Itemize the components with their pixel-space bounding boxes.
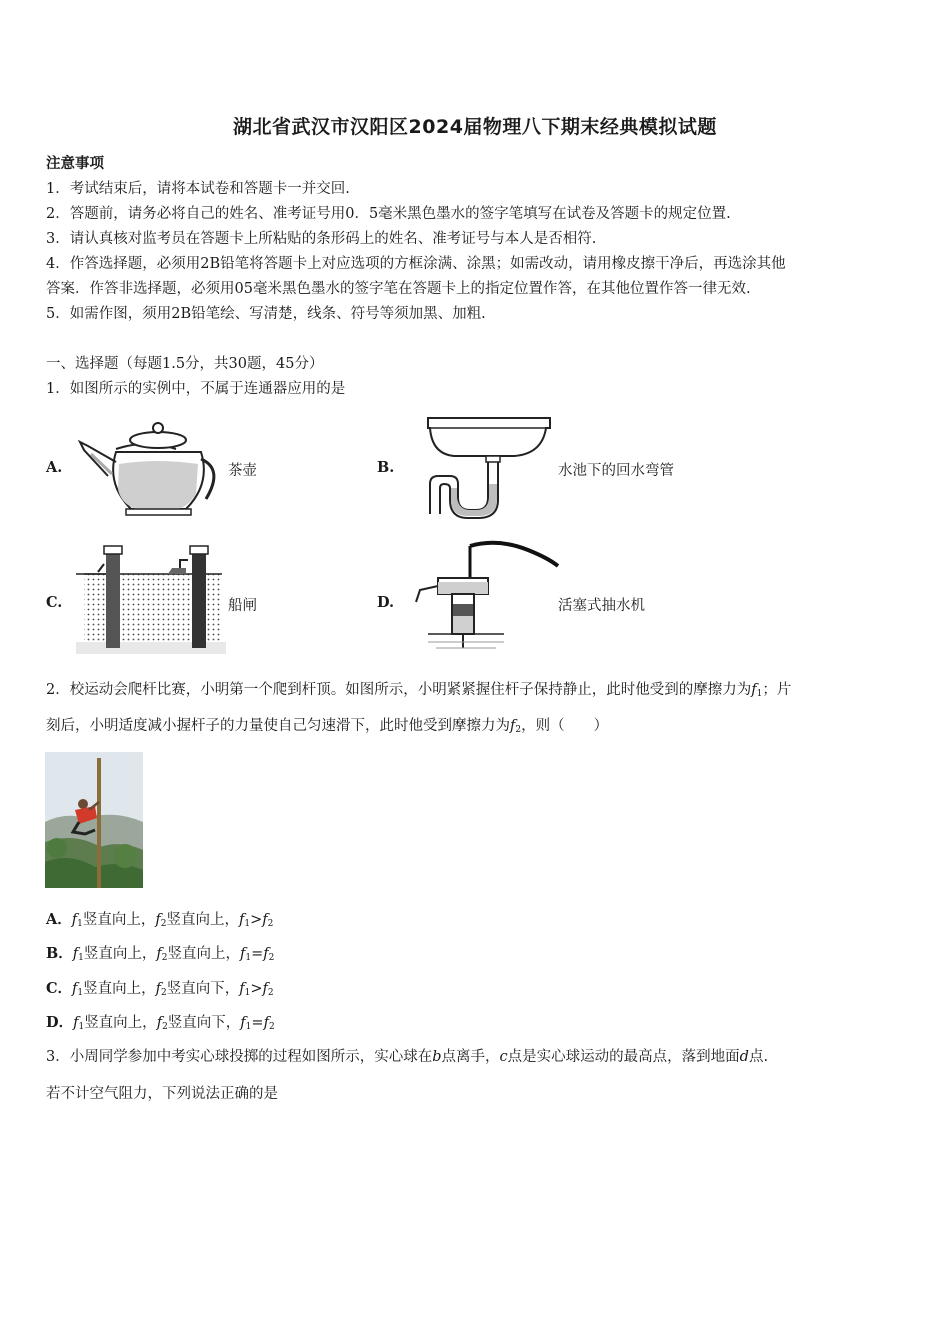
var-f: f bbox=[73, 1015, 79, 1031]
text: 竖直向下， bbox=[166, 981, 240, 997]
subscript: 1 bbox=[245, 953, 252, 963]
var-f: f bbox=[239, 981, 245, 997]
text: 刻后，小明适度减小握杆子的力量使自己匀速滑下，此时他受到摩擦力为 bbox=[46, 718, 510, 734]
option-d-letter: D. bbox=[377, 594, 395, 611]
var-f: f bbox=[263, 1015, 269, 1031]
subscript: 2 bbox=[268, 953, 275, 963]
sink-trap-figure bbox=[414, 414, 554, 520]
option-b-label: 水池下的回水弯管 bbox=[558, 463, 674, 479]
subscript: 1 bbox=[756, 689, 763, 699]
page-title: 湖北省武汉市汉阳区2024届物理八下期末经典模拟试题 bbox=[233, 116, 717, 138]
relation: > bbox=[250, 981, 263, 997]
text: ；片 bbox=[762, 682, 792, 698]
text: ，则（ ） bbox=[521, 718, 609, 734]
notice-item: 5．如需作图，须用2B铅笔绘、写清楚，线条、符号等须加黑、加粗. bbox=[46, 306, 486, 322]
text: 竖直向上， bbox=[167, 946, 240, 962]
subscript: 2 bbox=[161, 988, 167, 998]
subscript: 2 bbox=[161, 953, 168, 963]
var-f: f bbox=[751, 682, 757, 698]
subscript: 1 bbox=[78, 1022, 85, 1032]
subscript: 1 bbox=[78, 953, 84, 963]
subscript: 1 bbox=[77, 988, 84, 998]
var-f: f bbox=[156, 1015, 163, 1031]
var-f: f bbox=[72, 981, 78, 997]
var-f: f bbox=[239, 946, 246, 962]
var-f: f bbox=[262, 912, 268, 928]
subscript: 1 bbox=[77, 919, 83, 929]
var-c: c bbox=[499, 1049, 508, 1065]
var-f: f bbox=[263, 946, 269, 962]
text: 竖直向上， bbox=[84, 1015, 157, 1031]
option-d-label: 活塞式抽水机 bbox=[558, 598, 645, 614]
teapot-figure bbox=[76, 414, 226, 520]
var-f: f bbox=[71, 912, 78, 928]
ship-lock-figure bbox=[76, 542, 226, 654]
subscript: 1 bbox=[244, 988, 251, 998]
var-f: f bbox=[510, 718, 516, 734]
option-letter: D． bbox=[46, 1014, 74, 1031]
var-f: f bbox=[72, 946, 79, 962]
var-f: f bbox=[240, 1015, 246, 1031]
text: 点. bbox=[748, 1049, 769, 1065]
var-b: b bbox=[432, 1049, 442, 1065]
var-f: f bbox=[238, 912, 245, 928]
notice-item: 答案．作答非选择题，必须用05毫米黑色墨水的签字笔在答题卡上的指定位置作答，在其他位置作答一律无效. bbox=[46, 281, 751, 297]
text: 点离手， bbox=[441, 1049, 500, 1065]
option-letter: B． bbox=[46, 945, 73, 962]
text: 竖直向上， bbox=[83, 981, 156, 997]
var-d: d bbox=[739, 1049, 749, 1065]
var-f: f bbox=[156, 946, 162, 962]
piston-pump-figure bbox=[408, 538, 560, 656]
text: 3．小周同学参加中考实心球投掷的过程如图所示，实心球在 bbox=[46, 1049, 433, 1065]
subscript: 2 bbox=[162, 1022, 168, 1032]
var-f: f bbox=[155, 912, 161, 928]
subscript: 2 bbox=[268, 1022, 275, 1032]
subscript: 1 bbox=[245, 1022, 252, 1032]
subscript: 2 bbox=[267, 988, 274, 998]
option-c-label: 船闸 bbox=[228, 598, 257, 614]
question-2-line-2 bbox=[46, 714, 916, 735]
var-f: f bbox=[155, 981, 162, 997]
subscript: 2 bbox=[267, 919, 274, 929]
question-3-line-1 bbox=[46, 1045, 916, 1066]
relation: = bbox=[251, 1015, 264, 1031]
option-letter: A． bbox=[46, 911, 72, 928]
subscript: 2 bbox=[160, 919, 167, 929]
relation: = bbox=[251, 946, 264, 962]
text: 2．校运动会爬杆比赛，小明第一个爬到杆顶。如图所示，小明紧紧握住杆子保持静止，此时他受到的摩擦力为 bbox=[46, 682, 752, 698]
subscript: 2 bbox=[515, 725, 522, 735]
notice-item: 3．请认真核对监考员在答题卡上所粘贴的条形码上的姓名、准考证号与本人是否相符. bbox=[46, 231, 597, 247]
text: 竖直向上， bbox=[166, 912, 239, 928]
question-2-line-1 bbox=[46, 678, 916, 699]
option-c-letter: C. bbox=[46, 594, 63, 611]
question-3-line-2: 若不计空气阻力，下列说法正确的是 bbox=[46, 1086, 278, 1102]
section-heading: 一、选择题（每题1.5分，共30题，45分） bbox=[46, 356, 324, 372]
notice-heading: 注意事项 bbox=[46, 155, 104, 172]
question-1-stem: 1．如图所示的实例中，不属于连通器应用的是 bbox=[46, 381, 346, 397]
option-a-label: 茶壶 bbox=[228, 463, 257, 479]
option-letter: C． bbox=[46, 980, 73, 997]
option-a-letter: A. bbox=[46, 459, 63, 476]
subscript: 1 bbox=[244, 919, 251, 929]
text: 竖直向上， bbox=[83, 946, 157, 962]
notice-item: 1．考试结束后，请将本试卷和答题卡一并交回. bbox=[46, 181, 350, 197]
var-f: f bbox=[262, 981, 268, 997]
notice-item: 4．作答选择题，必须用2B铅笔将答题卡上对应选项的方框涂满、涂黑；如需改动，请用橡皮擦干净后，再选涂其他 bbox=[46, 256, 786, 272]
text: 竖直向上， bbox=[82, 912, 156, 928]
text: 竖直向下， bbox=[167, 1015, 241, 1031]
question-2-option-b[interactable] bbox=[46, 942, 916, 963]
text: 点是实心球运动的最高点，落到地面 bbox=[507, 1049, 740, 1065]
question-2-option-a[interactable] bbox=[46, 908, 916, 929]
relation: > bbox=[250, 912, 263, 928]
question-2-option-d[interactable] bbox=[46, 1011, 916, 1032]
notice-item: 2．答题前，请务必将自己的姓名、准考证号用0．5毫米黑色墨水的签字笔填写在试卷及答题卡的规定位置. bbox=[46, 206, 731, 222]
option-b-letter: B. bbox=[377, 459, 395, 476]
question-2-option-c[interactable] bbox=[46, 977, 916, 998]
pole-climbing-photo bbox=[45, 752, 143, 888]
